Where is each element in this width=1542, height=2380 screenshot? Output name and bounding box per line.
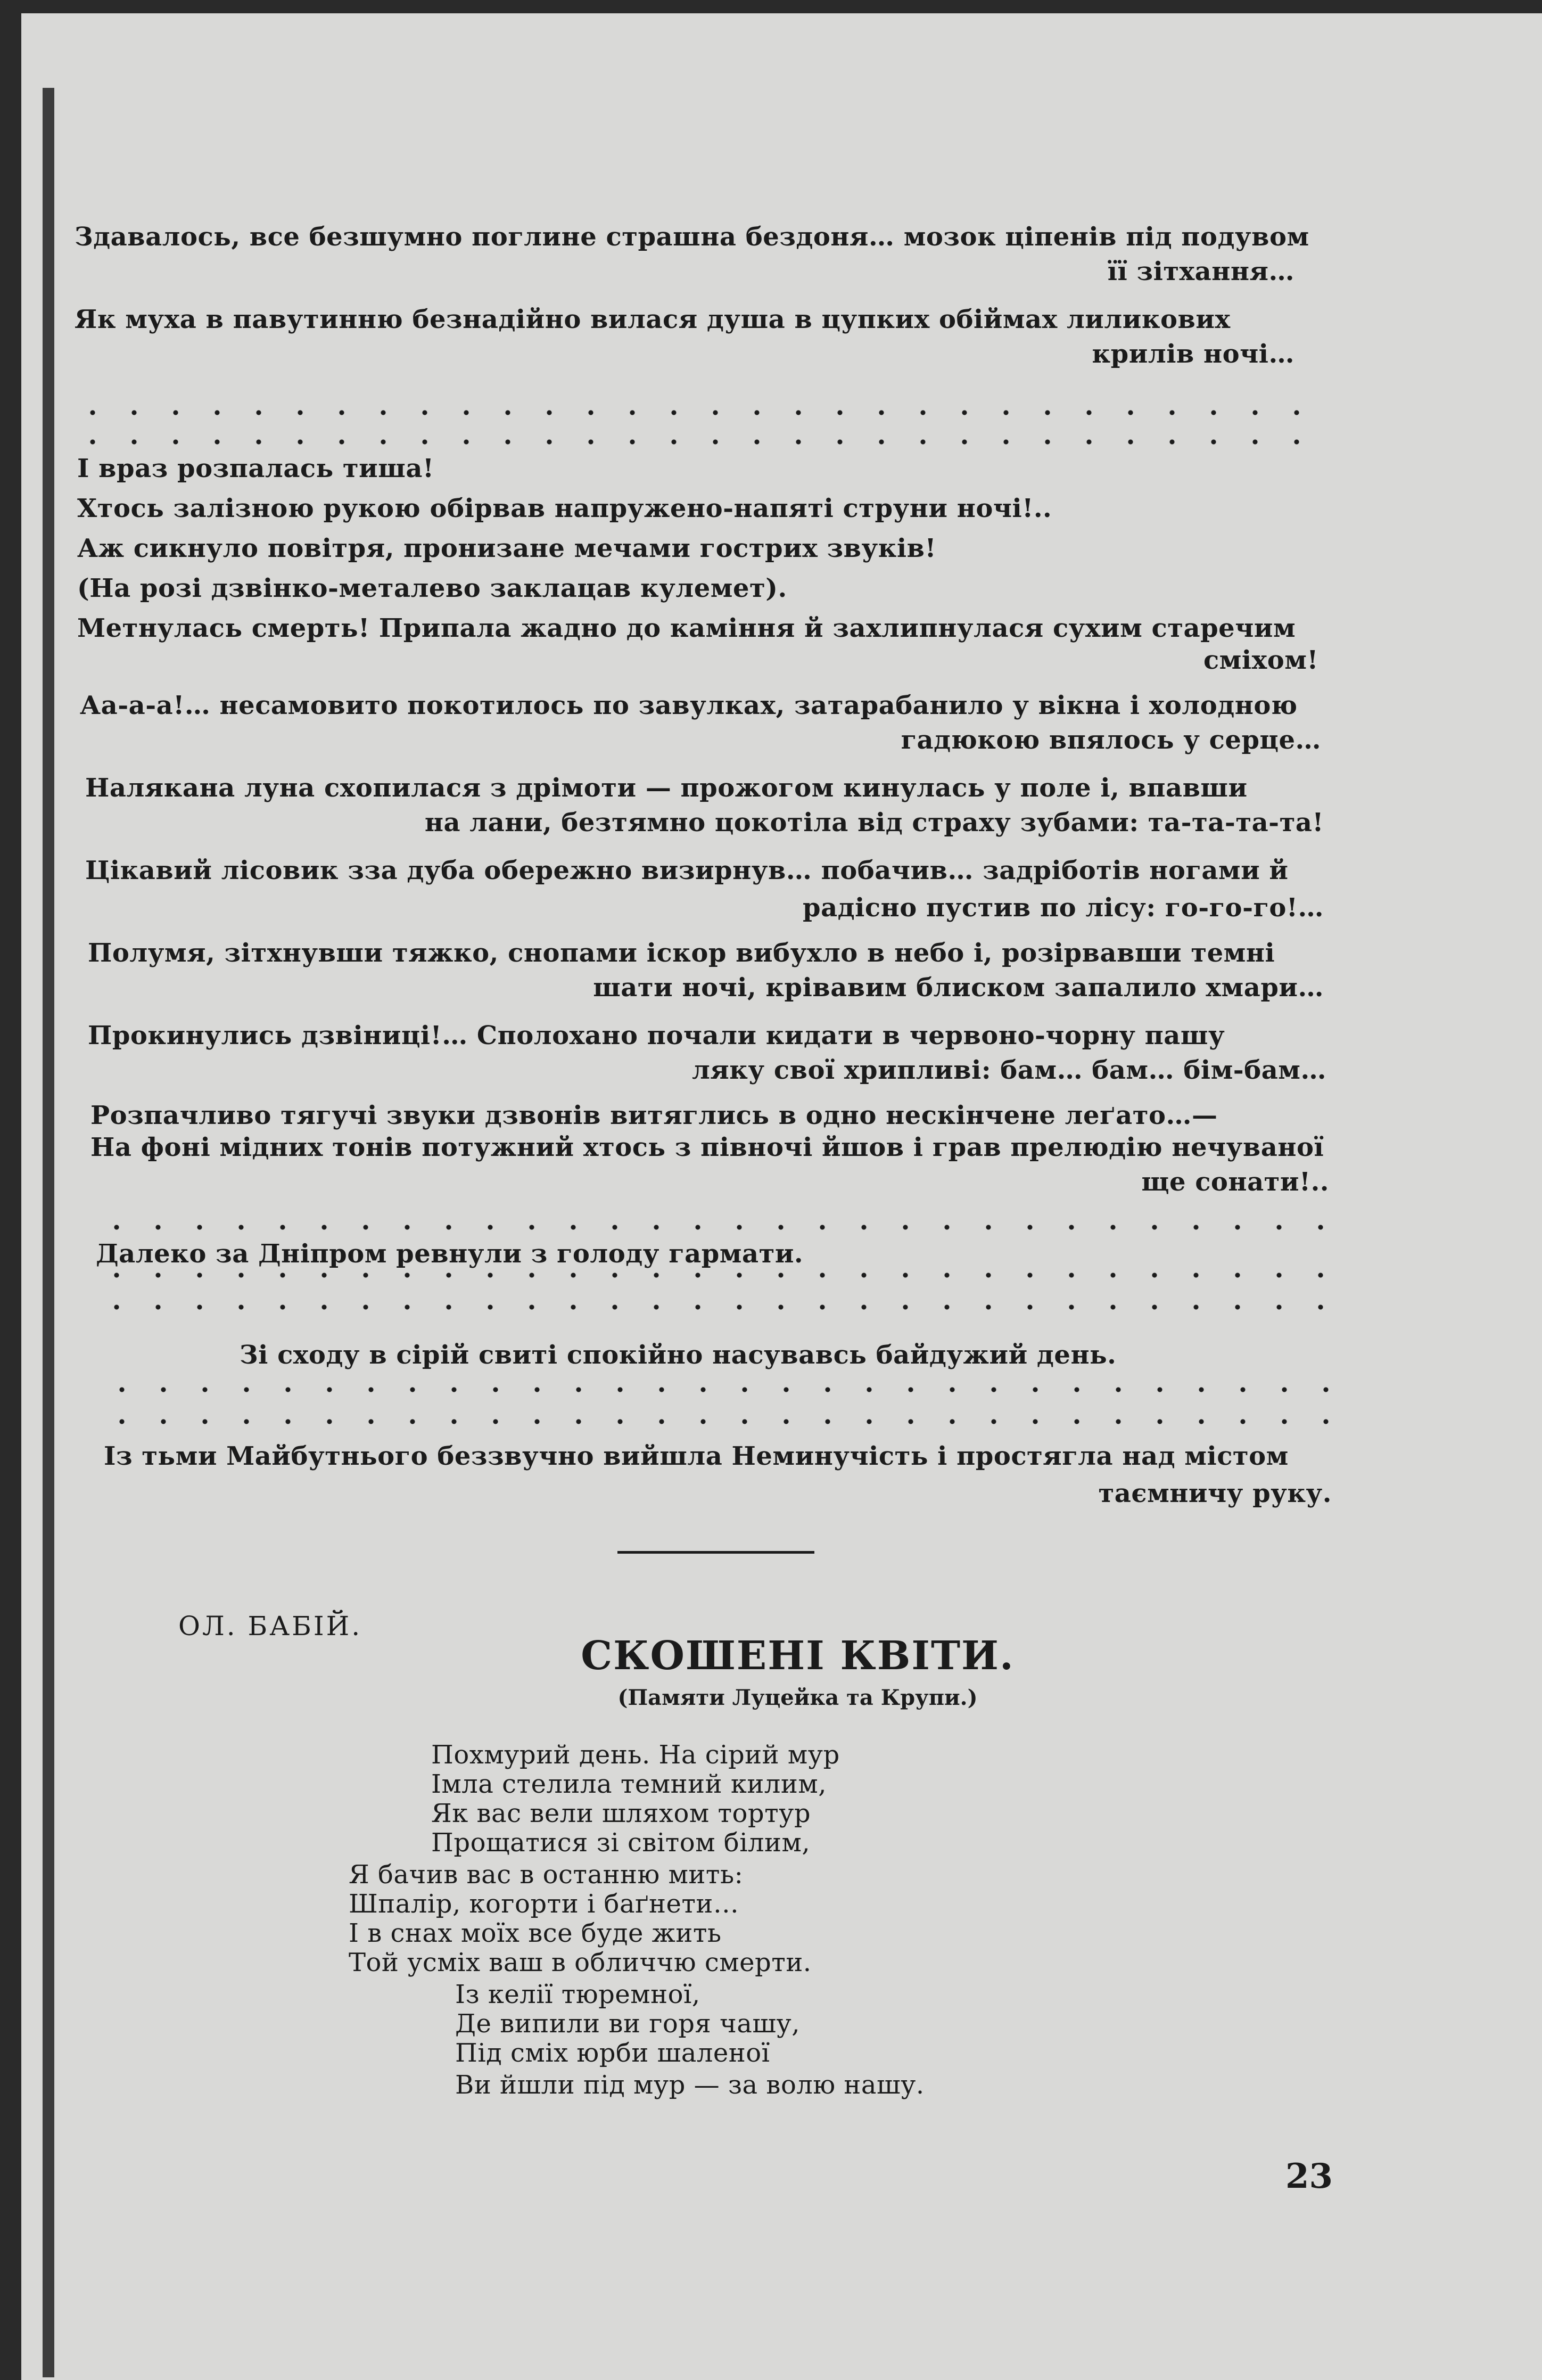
prose-line: Метнулась смерть! Припала жадно до каміння й захлипнулася сухим старечим — [77, 613, 1296, 643]
prose-line: Далеко за Дніпром ревнули з голоду гармати. — [96, 1239, 804, 1269]
prose-line: Прокинулись дзвіниці!… Сполохано почали кидати в червоно-чорну пашу — [88, 1021, 1225, 1051]
ellipsis-row — [96, 1304, 1352, 1310]
prose-line: Зі сходу в сірій свиті спокійно насувавсь байдужий день. — [240, 1340, 1117, 1370]
prose-line: ляку свої хрипливі: бам… бам… бім-бам… — [691, 1055, 1326, 1085]
verse-line: Де випили ви горя чашу, — [455, 2009, 800, 2039]
prose-line: Налякана луна схопилася з дрімоти — прожогом кинулась у поле і, впавши — [85, 773, 1248, 803]
prose-line: Аж сикнуло повітря, пронизане мечами гострих звуків! — [77, 534, 937, 563]
prose-line: І враз розпалась тиша! — [77, 454, 434, 483]
verse-line: Шпалір, когорти і баґнети… — [349, 1889, 739, 1919]
prose-line: ще сонати!.. — [1141, 1167, 1329, 1197]
verse-line: Під сміх юрби шаленої — [455, 2038, 770, 2068]
prose-line: сміхом! — [1203, 645, 1318, 675]
prose-line: На фоні мідних тонів потужний хтось з півночі йшов і грав прелюдію нечуваної — [90, 1132, 1324, 1162]
poem-author: ОЛ. БАБІЙ. — [178, 1611, 362, 1642]
verse-line: І в снах моїх все буде жить — [349, 1918, 722, 1948]
verse-line: Той усміх ваш в обличчю смерти. — [349, 1948, 812, 1977]
section-divider — [617, 1551, 814, 1554]
prose-line: на лани, безтямно цокотіла від страху зубами: та-та-та-та! — [424, 808, 1324, 838]
page-number: 23 — [1285, 2156, 1333, 2196]
ellipsis-row — [101, 1419, 1357, 1424]
page-content — [21, 13, 1542, 2380]
prose-line: Здавалось, все безшумно поглине страшна бездоня… мозок ціпенів під подувом — [75, 222, 1309, 252]
ellipsis-row — [101, 1387, 1357, 1392]
prose-line: крилів ночі… — [1092, 339, 1294, 369]
ellipsis-row — [72, 410, 1328, 415]
prose-line: Хтось залізною рукою обірвав напружено-напяті струни ночі!.. — [77, 494, 1052, 523]
prose-line: Як муха в павутинню безнадійно вилася душа в цупких обіймах лиликових — [75, 305, 1231, 334]
verse-line: Ви йшли під мур — за волю нашу. — [455, 2070, 925, 2100]
prose-line: шати ночі, крівавим блиском запалило хмари… — [593, 973, 1324, 1003]
verse-line: Як вас вели шляхом тортур — [431, 1799, 811, 1828]
prose-line: (На розі дзвінко-металево заклацав кулемет). — [77, 573, 787, 603]
prose-line: Цікавий лісовик зза дуба обережно визирнув… побачив… задріботів ногами й — [85, 856, 1289, 885]
prose-line: Аа-а-а!… несамовито покотилось по завулках, затарабанило у вікна і холодною — [80, 691, 1298, 720]
prose-line: Розпачливо тягучі звуки дзвонів витяглись в одно нескінчене леґато…— — [90, 1101, 1218, 1130]
verse-line: Я бачив вас в останню мить: — [349, 1860, 744, 1890]
ellipsis-row — [96, 1225, 1352, 1230]
ellipsis-row — [96, 1273, 1352, 1278]
verse-line: Імла стелила темний килим, — [431, 1769, 827, 1799]
book-page — [21, 13, 1542, 2380]
prose-line: Полумя, зітхнувши тяжко, снопами іскор вибухло в небо і, розірвавши темні — [88, 938, 1275, 968]
prose-line: Із тьми Майбутнього беззвучно вийшла Неминучість і простягла над містом — [104, 1441, 1289, 1471]
verse-line: Похмурий день. На сірий мур — [431, 1740, 840, 1770]
ellipsis-row — [72, 439, 1328, 445]
prose-line: її зітхання… — [1107, 257, 1294, 286]
poem-subtitle: (Памяти Луцейка та Крупи.) — [617, 1685, 978, 1710]
prose-line: радісно пустив по лісу: го-го-го!… — [803, 893, 1324, 923]
prose-line: таємничу руку. — [1098, 1479, 1332, 1508]
prose-line: гадюкою впялось у серце… — [901, 725, 1321, 755]
poem-title: СКОШЕНІ КВІТИ. — [581, 1633, 1015, 1679]
verse-line: Прощатися зі світом білим, — [431, 1828, 811, 1858]
verse-line: Із келії тюремної, — [455, 1980, 700, 2009]
